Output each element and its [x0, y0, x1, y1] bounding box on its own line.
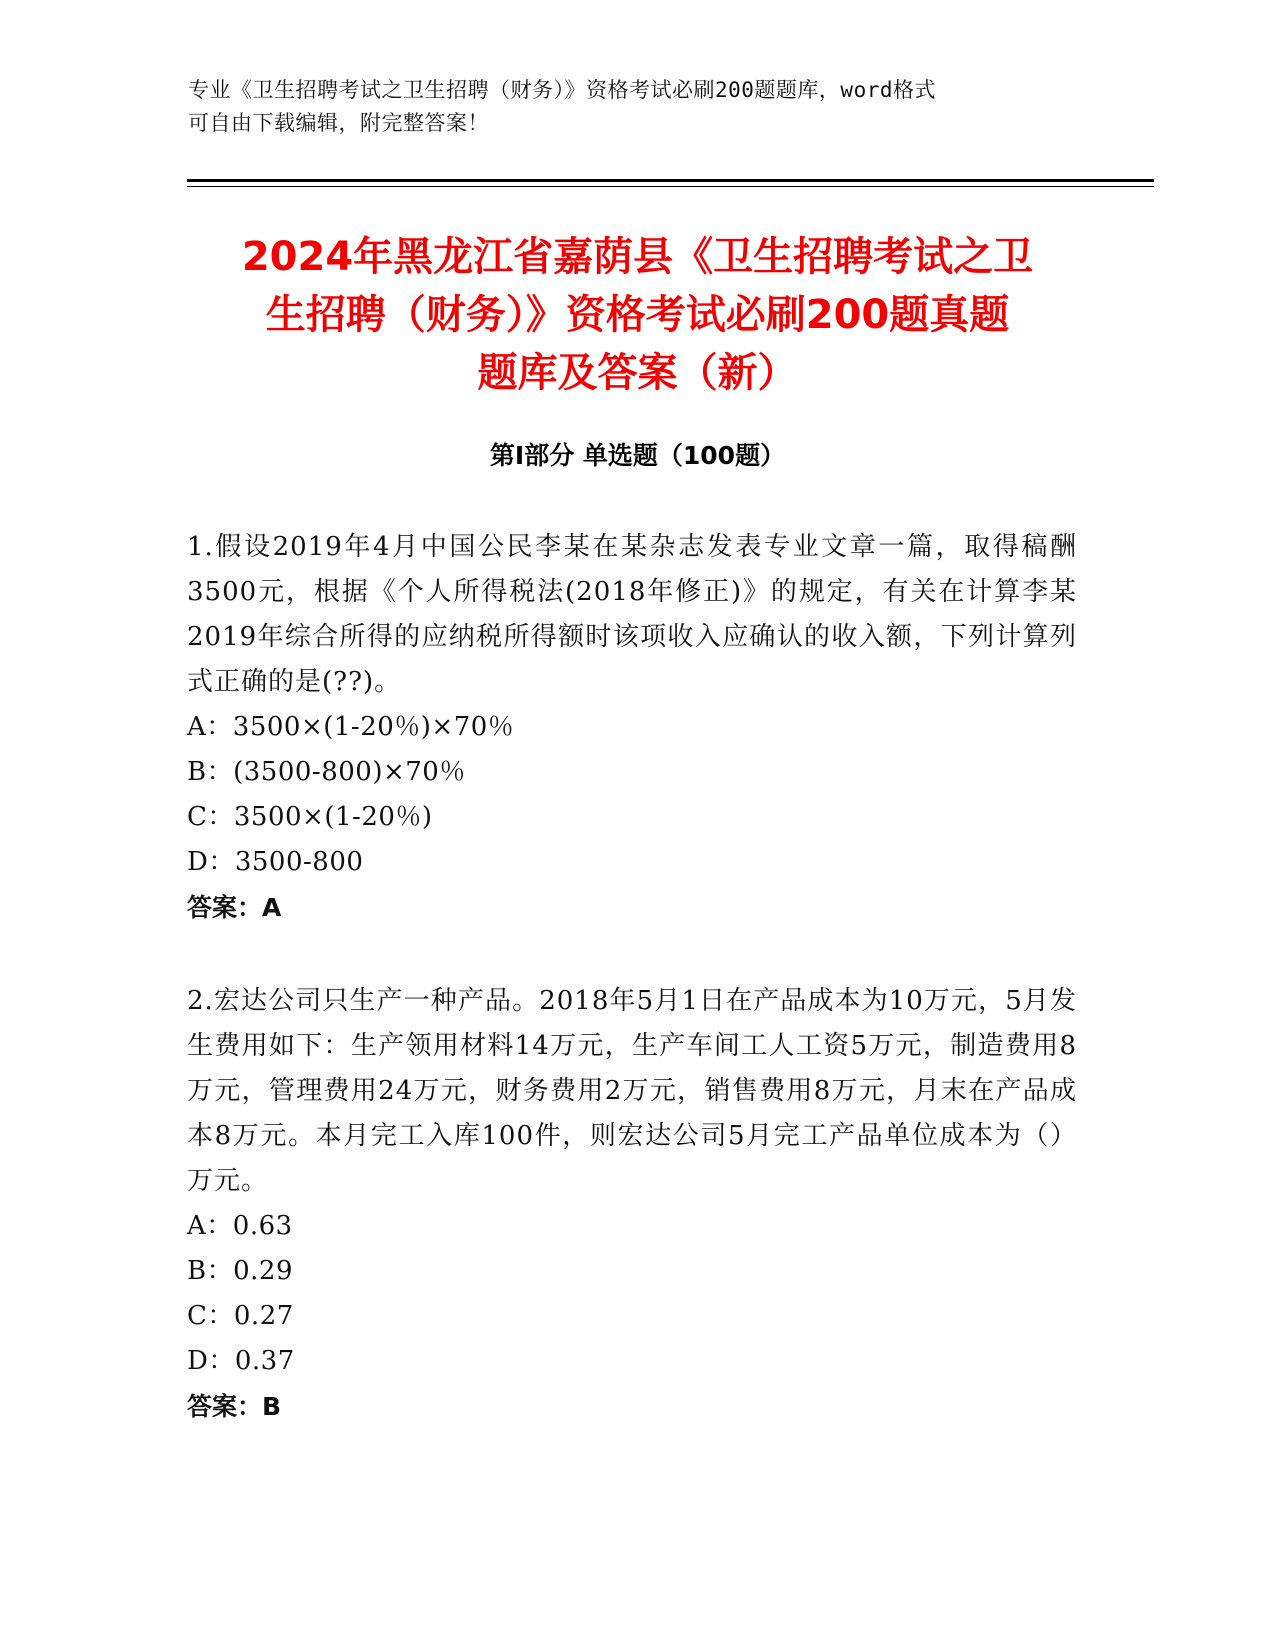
- question-1: [187, 525, 1077, 930]
- header-note-line-2: 可自由下载编辑，附完整答案！: [188, 111, 489, 135]
- header-note: [188, 74, 1068, 140]
- document-title-line-3: 题库及答案（新）: [477, 350, 798, 396]
- header-rule-thick: [187, 179, 1154, 182]
- question-2-answer: 答案：B: [187, 1392, 282, 1421]
- header-note-line-1: 专业《卫生招聘考试之卫生招聘（财务）》资格考试必刷200题题库，word格式: [188, 78, 936, 102]
- question-2: [187, 979, 1077, 1429]
- question-1-option-b: B：(3500-800)×70％: [187, 757, 466, 787]
- question-1-option-c: C：3500×(1-20％): [187, 802, 433, 832]
- section-heading: 第I部分 单选题（100题）: [489, 441, 786, 470]
- header-rule-thin: [187, 186, 1154, 187]
- question-1-stem: 1.假设2019年4月中国公民李某在某杂志发表专业文章一篇，取得稿酬3500元，根据《个人所得税法(2018年修正)》的规定，有关在计算李某2019年综合所得的应纳税所得额时该项收入应确认的收入额，下列计算列式正确的是(??)。: [187, 532, 1077, 697]
- question-1-option-a: A：3500×(1-20％)×70％: [187, 712, 515, 742]
- question-1-answer: 答案：A: [187, 893, 282, 922]
- question-2-option-c: C：0.27: [187, 1301, 294, 1331]
- document-title: [180, 228, 1095, 402]
- question-2-option-d: D：0.37: [187, 1346, 295, 1376]
- document-title-line-2: 生招聘（财务）》资格考试必刷200题真题: [265, 292, 1010, 338]
- question-2-stem: 2.宏达公司只生产一种产品。2018年5月1日在产品成本为10万元，5月发生费用如下：生产领用材料14万元，生产车间工人工资5万元，制造费用8万元，管理费用24万元，财务费用2万元，销售费用8万元，月末在产品成本8万元。本月完工入库100件，则宏达公司5月完工产品单位成本为（）万元。: [187, 986, 1077, 1196]
- question-2-option-a: A：0.63: [187, 1211, 293, 1241]
- question-1-option-d: D：3500-800: [187, 847, 364, 877]
- question-2-option-b: B：0.29: [187, 1256, 293, 1286]
- document-title-line-1: 2024年黑龙江省嘉荫县《卫生招聘考试之卫: [241, 234, 1034, 280]
